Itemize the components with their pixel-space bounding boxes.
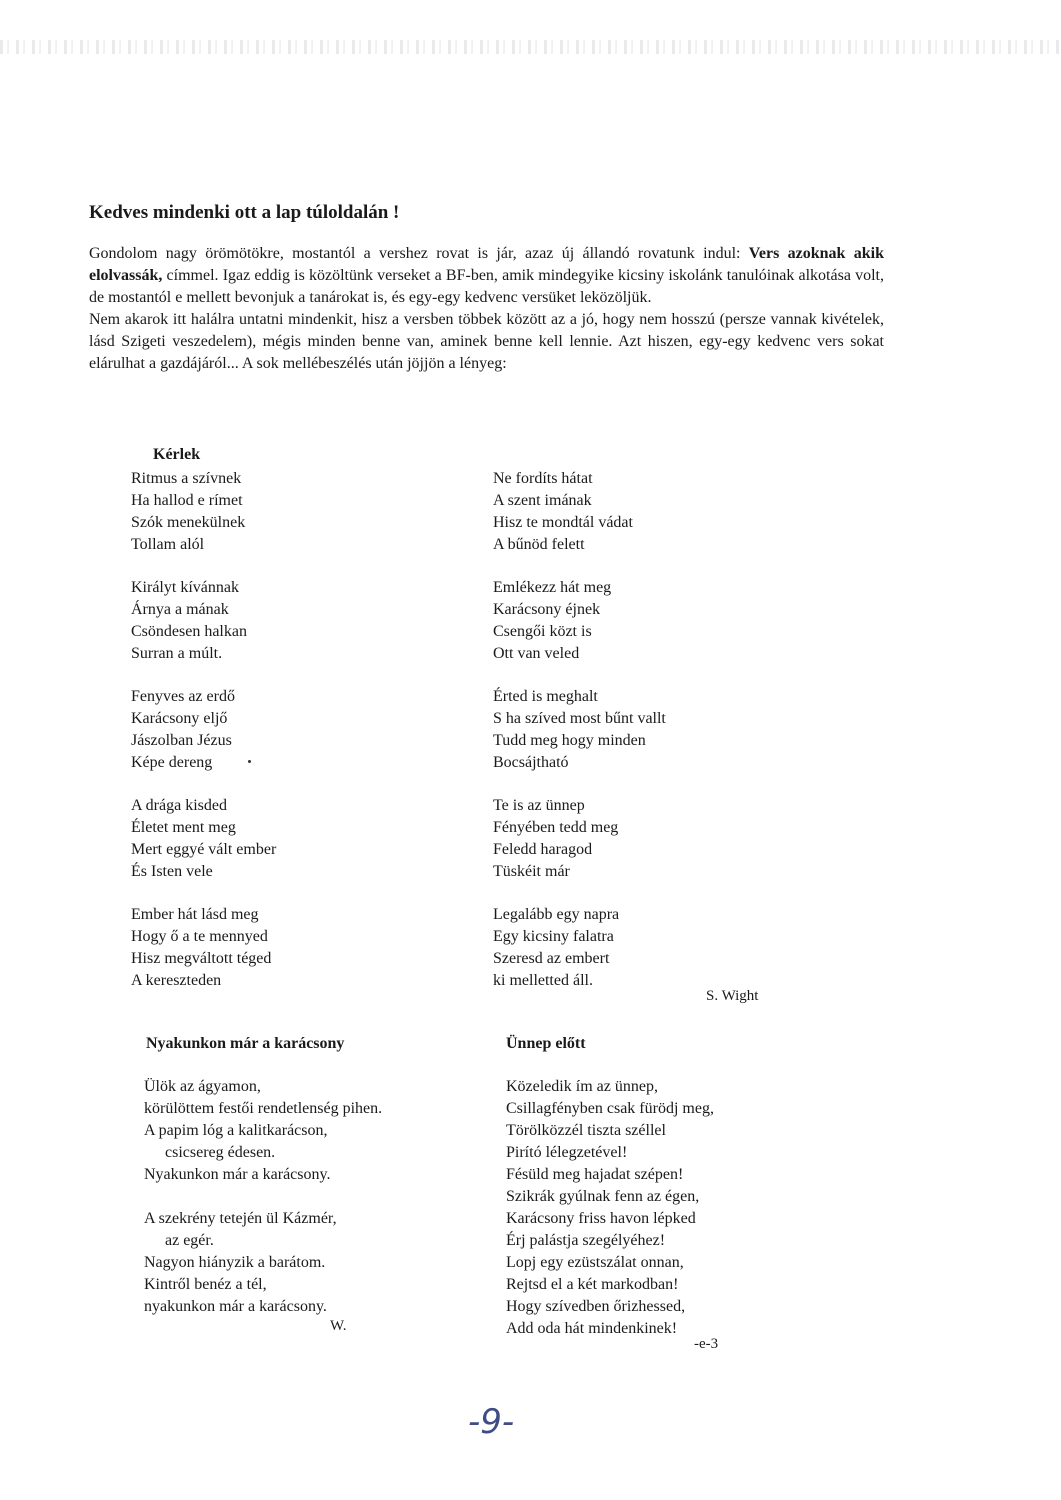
poem-line: Nyakunkon már a karácsony. — [144, 1166, 331, 1183]
poem-line: Hisz te mondtál vádat — [493, 514, 633, 531]
poem-line: A drága kisded — [131, 797, 227, 814]
poem-line: A papim lóg a kalitkarácson, — [144, 1122, 328, 1139]
poem-line: És Isten vele — [131, 863, 213, 880]
poem-line: Szikrák gyúlnak fenn az égen, — [506, 1188, 700, 1205]
poem-line: Add oda hát mindenkinek! — [506, 1320, 678, 1337]
poem-line: Érted is meghalt — [493, 688, 598, 705]
intro-text — [89, 243, 884, 375]
poem-kerlek-stanza — [493, 468, 633, 556]
poem-line: Fényében tedd meg — [493, 819, 619, 836]
poem-line: Árnya a mának — [131, 601, 229, 618]
poem-line: Rejtsd el a két markodban! — [506, 1276, 679, 1293]
poem-line: Szók menekülnek — [131, 514, 246, 531]
poem-line: Egy kicsiny falatra — [493, 928, 614, 945]
poem-line: A bűnöd felett — [493, 536, 585, 553]
poem-kerlek-title: Kérlek — [153, 446, 201, 463]
poem-kerlek-stanza — [493, 686, 666, 774]
poem-line: Ne fordíts hátat — [493, 470, 593, 487]
poem-line: Surran a múlt. — [131, 645, 223, 662]
poem-line: Közeledik ím az ünnep, — [506, 1078, 658, 1095]
poem-line: Törölközzél tiszta széllel — [506, 1122, 666, 1139]
poem-line: Ember hát lásd meg — [131, 906, 259, 923]
poem-line: Ha hallod e rímet — [131, 492, 243, 509]
poem-line: Mert eggyé vált ember — [131, 841, 277, 858]
poem-line: Hogy ő a te mennyed — [131, 928, 268, 945]
poem-line: Karácsony éjnek — [493, 601, 601, 618]
poem-line: Érj palástja szegélyéhez! — [506, 1232, 666, 1249]
poem-line: Jászolban Jézus — [131, 732, 232, 749]
poem-kerlek-stanza — [131, 577, 247, 665]
scan-artifact-top — [0, 40, 1061, 54]
poem-kerlek-stanza — [493, 795, 618, 883]
poem-line: S ha szíved most bűnt vallt — [493, 710, 666, 727]
poem-unnep-stanza — [506, 1076, 714, 1340]
poem-kerlek-stanza — [131, 686, 235, 774]
poem-line: Pirító lélegzetével! — [506, 1144, 628, 1161]
poem-line: Szeresd az embert — [493, 950, 610, 967]
intro-paragraph-1: Gondolom nagy örömötökre, mostantól a vershez rovat is jár, azaz új állandó rovatunk indul: Vers azoknak akik elolvassák, címmel. Igaz eddig is közöltünk verseket a BF-ben, amik mindegyike kicsiny iskolánk tanulóinak alkotása volt, de mostantól e mellett bevonjuk a tanárokat is, és egy-egy kedvenc versüket leközöljük. — [89, 245, 885, 306]
poem-nyakunkon-title: Nyakunkon már a karácsony — [146, 1035, 345, 1052]
poem-nyakunkon-stanza-1 — [144, 1076, 382, 1186]
poem-line: Csillagfényben csak fürödj meg, — [506, 1100, 714, 1117]
poem-line: Fenyves az erdő — [131, 688, 235, 705]
poem-nyakunkon-stanza-2 — [144, 1208, 337, 1318]
poem-unnep-author: -e-3 — [694, 1336, 719, 1352]
poem-kerlek-stanza — [131, 904, 271, 992]
poem-line: A szekrény tetején ül Kázmér, — [144, 1210, 337, 1227]
poem-line: csicsereg édesen. — [165, 1144, 276, 1161]
poem-nyakunkon-author: W. — [330, 1318, 347, 1334]
poem-line: A szent imának — [493, 492, 592, 509]
poem-line: Életet ment meg — [131, 819, 236, 836]
poem-line: Ülök az ágyamon, — [144, 1078, 261, 1095]
poem-kerlek-author: S. Wight — [706, 988, 759, 1004]
poem-line: Fésüld meg hajadat szépen! — [506, 1166, 684, 1183]
poem-line: körülöttem festői rendetlenség pihen. — [144, 1100, 383, 1117]
poem-line: Nagyon hiányzik a barátom. — [144, 1254, 326, 1271]
poem-kerlek-stanza — [131, 795, 276, 883]
poem-kerlek-stanza — [131, 468, 245, 556]
page-heading: Kedves mindenki ott a lap túloldalán ! — [89, 202, 400, 223]
page-number: -9- — [468, 1402, 515, 1442]
poem-line: Ott van veled — [493, 645, 580, 662]
poem-line: Csengői közt is — [493, 623, 592, 640]
poem-line: Tudd meg hogy minden — [493, 732, 646, 749]
poem-line: Bocsájtható — [493, 754, 569, 771]
poem-line: Legalább egy napra — [493, 906, 620, 923]
poem-line: Tollam alól — [131, 536, 205, 553]
poem-line: Lopj egy ezüstszálat onnan, — [506, 1254, 684, 1271]
poem-line: az egér. — [165, 1232, 214, 1249]
poem-unnep-title: Ünnep előtt — [506, 1035, 586, 1052]
poem-line: Karácsony friss havon lépked — [506, 1210, 696, 1227]
poem-line: nyakunkon már a karácsony. — [144, 1298, 327, 1315]
poem-line: A kereszteden — [131, 972, 222, 989]
poem-line: Kintről benéz a tél, — [144, 1276, 267, 1293]
poem-kerlek-stanza — [493, 904, 619, 992]
poem-line: Emlékezz hát meg — [493, 579, 612, 596]
poem-line: Hogy szívedben őrizhessed, — [506, 1298, 686, 1315]
intro-paragraph-2: Nem akarok itt halálra untatni mindenkit, hisz a versben többek között az a jó, hogy nem hosszú (persze vannak kivételek, lásd Szigeti veszedelem), mégis minden benne van, aminek benne kell lennie. Azt hiszen, egy-egy kedvenc vers sokat elárulhat a gazdájáról... A sok mellébeszélés után jöjjön a lényeg: — [89, 311, 884, 372]
speck — [248, 760, 251, 763]
poem-line: Tüskéit már — [493, 863, 570, 880]
poem-kerlek-stanza — [493, 577, 611, 665]
poem-line: Hisz megváltott téged — [131, 950, 272, 967]
column-name: Vers azoknak akik elolvassák, — [89, 245, 885, 284]
poem-line: ki melletted áll. — [493, 972, 593, 989]
poem-line: Feledd haragod — [493, 841, 593, 858]
poem-line: Képe dereng — [131, 754, 213, 771]
poem-line: Ritmus a szívnek — [131, 470, 242, 487]
poem-line: Királyt kívánnak — [131, 579, 239, 596]
poem-line: Csöndesen halkan — [131, 623, 247, 640]
poem-line: Karácsony eljő — [131, 710, 228, 727]
poem-line: Te is az ünnep — [493, 797, 585, 814]
